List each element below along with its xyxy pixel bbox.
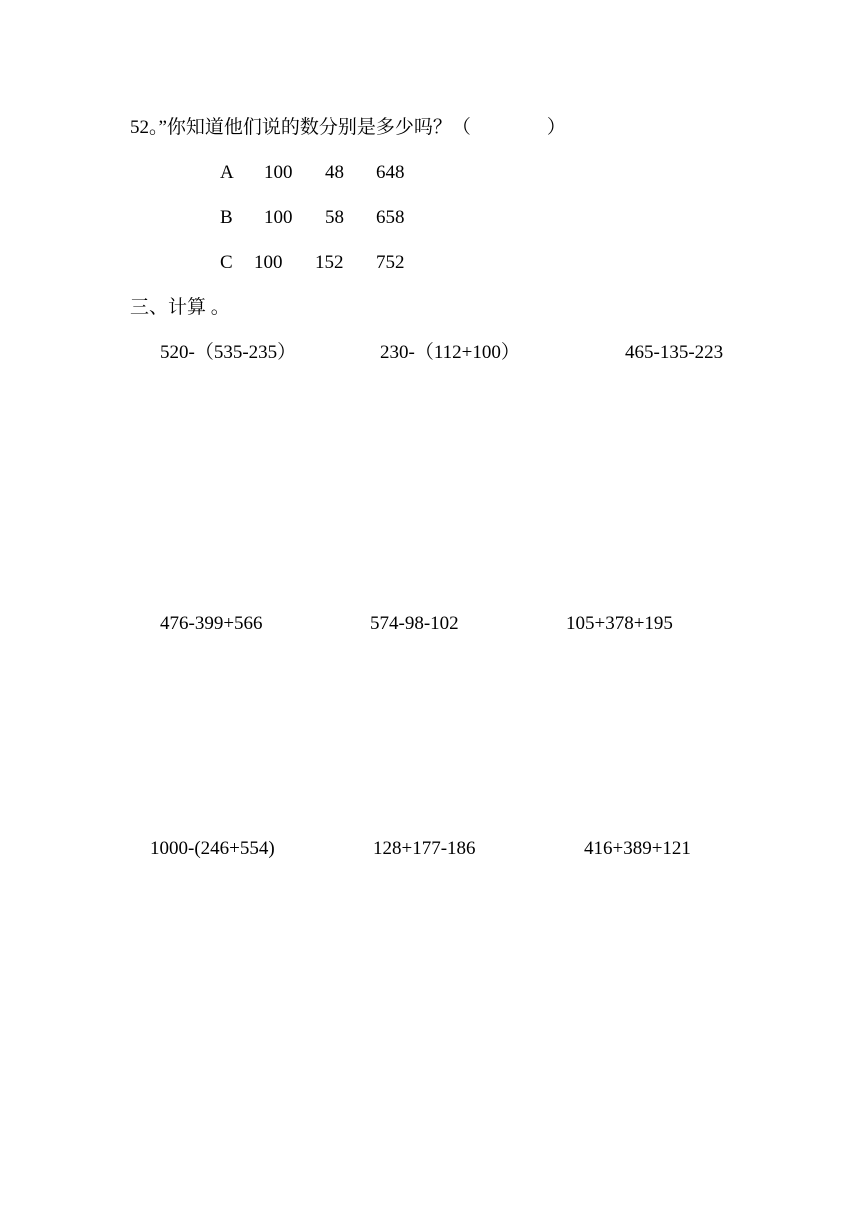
calculation-expression: 128+177-186	[373, 838, 476, 859]
calculation-expression: 574-98-102	[370, 613, 459, 634]
option-value: 48	[325, 162, 344, 183]
question-text: 52。”你知道他们说的数分别是多少吗？（ ）	[130, 117, 566, 138]
option-value: 100	[264, 207, 293, 228]
option-value: 752	[376, 252, 405, 273]
option-value: 100	[264, 162, 293, 183]
calculation-expression: 230-（112+100）	[380, 342, 520, 363]
calculation-expression: 1000-(246+554)	[150, 838, 275, 859]
option-letter: B	[220, 207, 233, 228]
calculation-expression: 465-135-223	[625, 342, 724, 363]
option-letter: A	[220, 162, 234, 183]
section-heading: 三、计算 。	[130, 297, 230, 318]
option-value: 100	[254, 252, 283, 273]
calculation-expression: 476-399+566	[160, 613, 263, 634]
option-value: 58	[325, 207, 344, 228]
option-value: 658	[376, 207, 405, 228]
option-value: 648	[376, 162, 405, 183]
calculation-expression: 105+378+195	[566, 613, 673, 634]
calculation-expression: 416+389+121	[584, 838, 691, 859]
option-value: 152	[315, 252, 344, 273]
option-letter: C	[220, 252, 233, 273]
calculation-expression: 520-（535-235）	[160, 342, 297, 363]
